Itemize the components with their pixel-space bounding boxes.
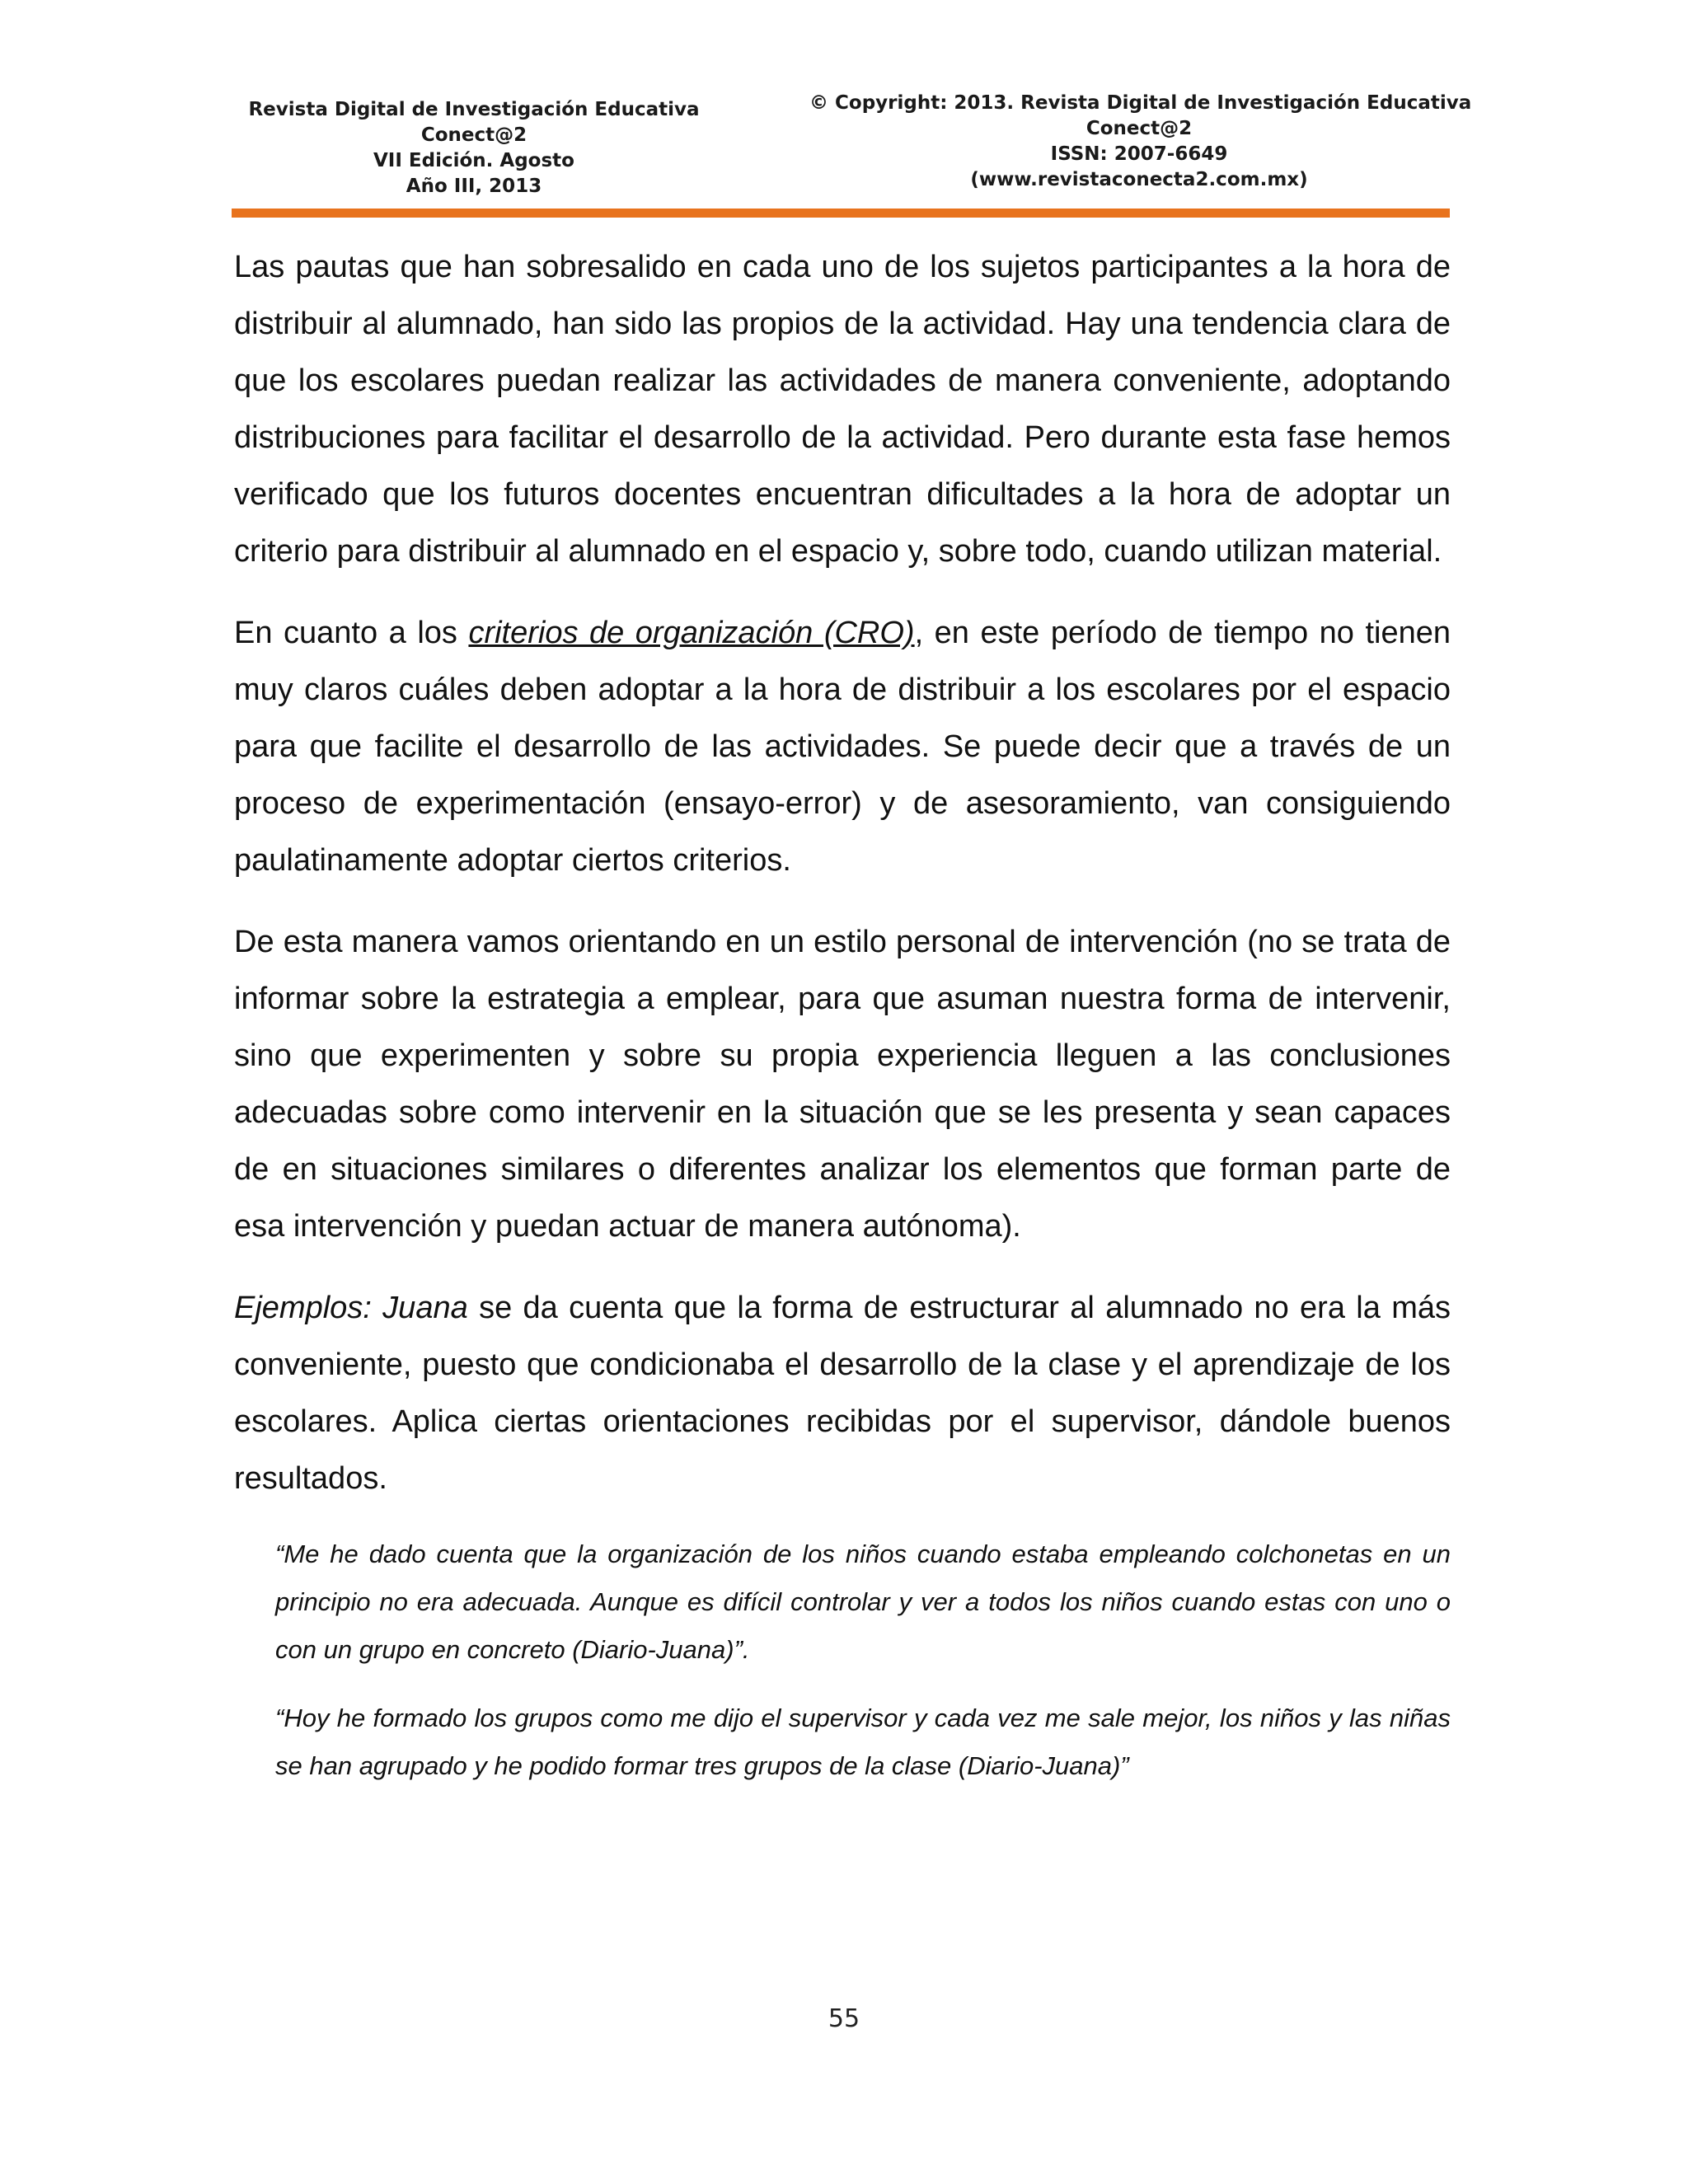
paragraph: Las pautas que han sobresalido en cada uno de los sujetos participantes a la hora de distribuir al alumnado, han sido las propios de la actividad. Hay una tendencia clara de que los escolares puedan realizar las actividades de manera conveniente, adoptando distribuciones para facilitar el desarrollo de la actividad. Pero durante esta fase hemos verificado que los futuros docentes encuentran dificultades a la hora de adoptar un criterio para distribuir al alumnado en el espacio y, sobre todo, cuando utilizan material. [234, 250, 1451, 569]
copyright-info [809, 91, 1472, 193]
paragraph [234, 605, 1451, 889]
edition: VII Edición. Agosto [373, 150, 574, 171]
page-number: 55 [828, 2004, 860, 2033]
issn: ISSN: 2007-6649 [1050, 143, 1228, 165]
journal-name: Conect@2 [420, 124, 528, 146]
quote: “Me he dado cuenta que la organización de los niños cuando estaba empleando colchonetas en un principio no era adecuada. Aunque es difícil controlar y ver a todos los niños cuando estas con uno o con un grupo en concreto (Diario-Juana)”. [275, 1540, 1451, 1664]
copyright-line: © Copyright: 2013. Revista Digital de Investigación Educativa [809, 92, 1472, 114]
copyright-journal-name: Conect@2 [1085, 118, 1193, 139]
year: Año III, 2013 [406, 176, 542, 197]
website: (www.revistaconecta2.com.mx) [970, 169, 1308, 190]
paragraph: De esta manera vamos orientando en un estilo personal de intervención (no se trata de informar sobre la estrategia a emplear, para que asuman nuestra forma de intervenir, sino que experimenten y sobre su propia experiencia lleguen a las conclusiones adecuadas sobre como intervenir en la situación que se les presenta y sean capaces de en situaciones similares o diferentes analizar los elementos que forman parte de esa intervención y puedan actuar de manera autónoma). [234, 925, 1451, 1244]
paragraph [234, 1280, 1451, 1507]
paragraph-text: En cuanto a los [234, 616, 469, 650]
paragraph-text: se da cuenta que la forma de estructurar al alumnado no era la más conveniente, puesto que condicionaba el desarrollo de la clase y el aprendizaje de los escolares. Aplica ciertas orientaciones recibidas por el supervisor, dándole buenos resultados. [234, 1291, 1451, 1496]
article-body [234, 239, 1451, 1811]
page-header [232, 91, 1472, 206]
journal-title: Revista Digital de Investigación Educativa [248, 99, 700, 120]
examples-label: Ejemplos: Juana [234, 1291, 468, 1325]
paragraph-text: , en este período de tiempo no tienen muy claros cuáles deben adoptar a la hora de distribuir a los escolares por el espacio para que facilite el desarrollo de las actividades. Se puede decir que a través de un proceso de experimentación (ensayo-error) y de asesoramiento, van consiguiendo paulatinamente adoptar ciertos criterios. [234, 616, 1451, 878]
quote: “Hoy he formado los grupos como me dijo el supervisor y cada vez me sale mejor, los niños y las niñas se han agrupado y he podido formar tres grupos de la clase (Diario-Juana)” [275, 1704, 1451, 1780]
journal-info [232, 97, 715, 199]
cro-term: criterios de organización (CRO) [468, 616, 915, 650]
header-divider [232, 209, 1450, 218]
